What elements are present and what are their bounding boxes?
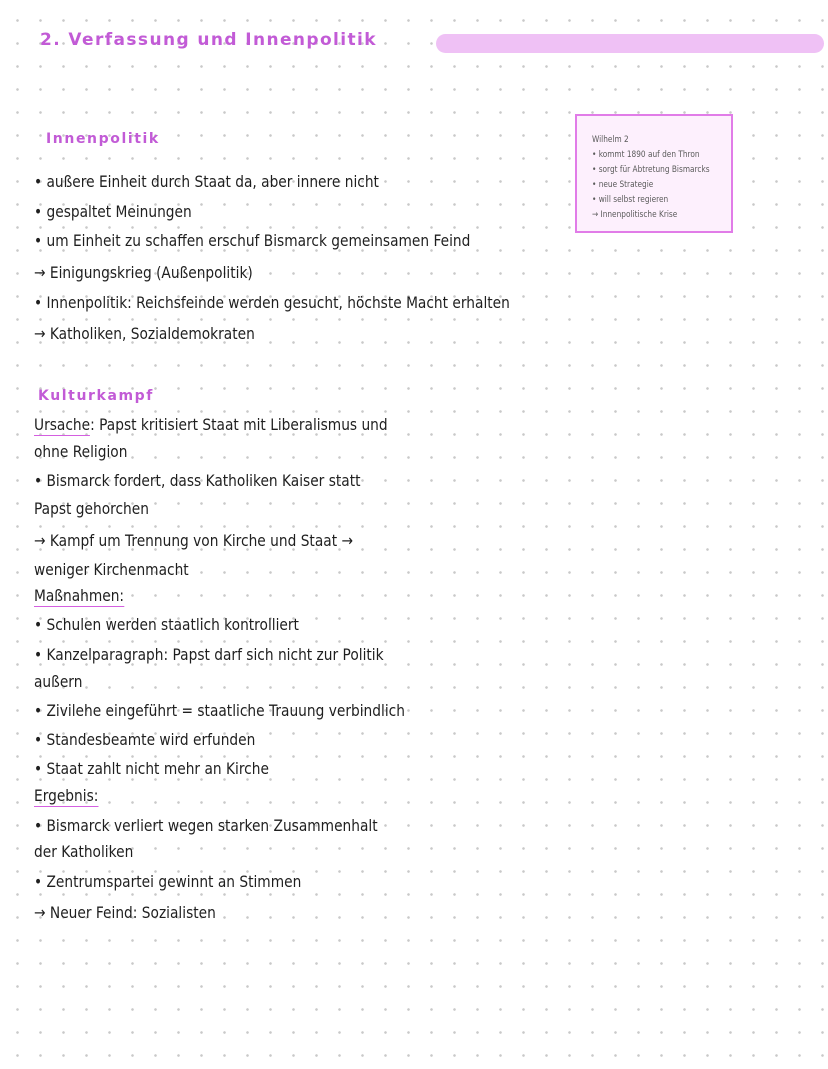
note-line: → Neuer Feind: Sozialisten: [34, 903, 216, 922]
note-line: → Katholiken, Sozialdemokraten: [34, 324, 255, 343]
label-ergebnis: Ergebnis:: [34, 786, 99, 805]
note-line: • Staat zahlt nicht mehr an Kirche: [34, 759, 269, 778]
label-ursache: Ursache: [34, 415, 91, 434]
note-line: • Zivilehe eingeführt = staatliche Trauung verbindlich: [34, 701, 405, 720]
note-line: → Kampf um Trennung von Kirche und Staat →: [34, 531, 353, 550]
note-line: • Bismarck fordert, dass Katholiken Kaiser statt: [34, 471, 361, 490]
note-line: • Schulen werden staatlich kontrolliert: [34, 615, 299, 634]
section-heading-innenpolitik: Innenpolitik: [46, 131, 160, 147]
info-box-line: • sorgt für Abtretung Bismarcks: [592, 165, 710, 175]
info-box-line: → Innenpolitische Krise: [592, 210, 678, 220]
info-box-line: • neue Strategie: [592, 180, 654, 190]
label-ergebnis-line: [34, 786, 98, 805]
note-line: • Zentrumspartei gewinnt an Stimmen: [34, 872, 302, 891]
note-line: • gespaltet Meinungen: [34, 202, 192, 221]
info-box-wilhelm: [575, 114, 733, 233]
title-highlight-bar: [436, 34, 824, 53]
ursache-text: : Papst kritisiert Staat mit Liberalismus und: [90, 415, 388, 434]
note-line: ohne Religion: [34, 442, 128, 461]
label-massnahmen-line: [34, 586, 124, 605]
page-title: 2. Verfassung und Innenpolitik: [40, 30, 377, 50]
info-box-line: Wilhelm 2: [592, 135, 629, 145]
note-line: weniger Kirchenmacht: [34, 560, 189, 579]
note-line: • Innenpolitik: Reichsfeinde werden gesucht, höchste Macht erhalten: [34, 293, 510, 312]
note-line: • Kanzelparagraph: Papst darf sich nicht zur Politik: [34, 645, 384, 664]
note-line: außern: [34, 672, 83, 691]
label-massnahmen: Maßnahmen:: [34, 586, 125, 605]
info-box-line: • kommt 1890 auf den Thron: [592, 150, 700, 160]
note-line: • Bismarck verliert wegen starken Zusammenhalt: [34, 816, 378, 835]
note-line: • um Einheit zu schaffen erschuf Bismarck gemeinsamen Feind: [34, 231, 471, 250]
note-line: → Einigungskrieg (Außenpolitik): [34, 263, 253, 282]
note-line: der Katholiken: [34, 842, 134, 861]
note-line-ursache: [34, 415, 388, 434]
note-line: Papst gehorchen: [34, 499, 149, 518]
section-heading-kulturkampf: Kulturkampf: [38, 388, 154, 404]
note-line: • Standesbeamte wird erfunden: [34, 730, 256, 749]
info-box-line: • will selbst regieren: [592, 195, 669, 205]
note-line: • außere Einheit durch Staat da, aber innere nicht: [34, 172, 379, 191]
